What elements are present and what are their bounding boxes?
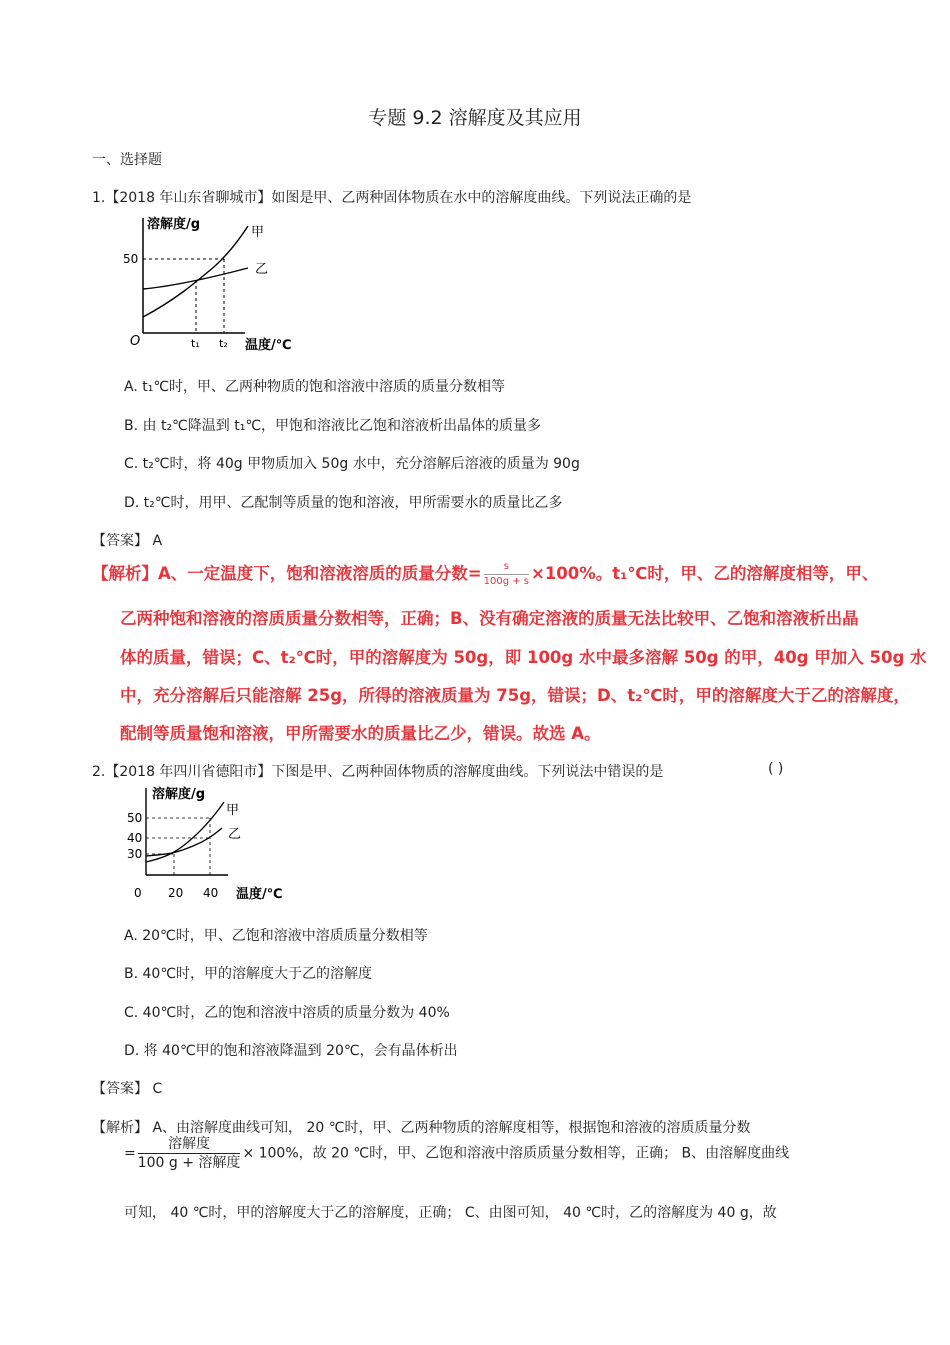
q1-fraction bbox=[484, 560, 529, 589]
q2-analysis-tail: × 100%，故 20 ℃时，甲、乙饱和溶液中溶质质量分数相等，正确； B、由溶解度曲线 bbox=[242, 1145, 790, 1162]
q2-fraction-num: 溶解度 bbox=[138, 1135, 241, 1154]
q2-fraction-den: 100 g + 溶解度 bbox=[137, 1155, 241, 1171]
q1-xlabel: 温度/℃ bbox=[245, 338, 292, 353]
q1-analysis-line3: 体的质量，错误；C、t₂℃时，甲的溶解度为 50g，即 100g 水中最多溶解 50g 的甲，40g 甲加入 50g 水 bbox=[120, 648, 927, 667]
q1-origin: O bbox=[130, 334, 141, 349]
page-title: 专题 9.2 溶解度及其应用 bbox=[368, 107, 582, 129]
q2-curve-yi bbox=[146, 828, 222, 856]
q1-analysis-line2: 乙两种饱和溶液的溶质质量分数相等，正确；B、没有确定溶液的质量无法比较甲、乙饱和溶液析出晶 bbox=[120, 609, 859, 628]
q1-fraction-den: 100g + s bbox=[483, 576, 529, 587]
q2-ylabel: 溶解度/g bbox=[152, 787, 206, 802]
q1-legend-jia: 甲 bbox=[251, 225, 265, 240]
q1-solubility-chart bbox=[115, 208, 315, 358]
q1-legend-yi: 乙 bbox=[255, 262, 269, 277]
q2-analysis-line3: 可知， 40 ℃时，甲的溶解度大于乙的溶解度，正确； C、由图可知， 40 ℃时，乙的溶解度为 40 g，故 bbox=[124, 1205, 777, 1221]
q1-analysis-tail: ×100%。t₁℃时，甲、乙的溶解度相等，甲、 bbox=[531, 564, 879, 583]
q2-legend-yi: 乙 bbox=[228, 827, 242, 842]
q2-option-b: B. 40℃时，甲的溶解度大于乙的溶解度 bbox=[124, 966, 373, 982]
q2-ytick-50: 50 bbox=[127, 811, 143, 825]
q1-curve-yi bbox=[143, 268, 248, 289]
q2-xtick-40: 40 bbox=[203, 886, 219, 900]
q1-xtick-t2: t₂ bbox=[219, 337, 228, 350]
q2-answer: 【答案】 C bbox=[92, 1081, 163, 1097]
q1-ylabel: 溶解度/g bbox=[147, 217, 201, 232]
q2-analysis-equals: = bbox=[124, 1145, 136, 1162]
q2-xtick-20: 20 bbox=[168, 886, 184, 900]
q1-stem: 1.【2018 年山东省聊城市】如图是甲、乙两种固体物质在水中的溶解度曲线。下列说法正确的是 bbox=[92, 190, 692, 206]
q1-fraction-num: s bbox=[484, 560, 529, 575]
q2-solubility-chart bbox=[118, 780, 298, 905]
q1-xtick-t1: t₁ bbox=[191, 337, 200, 350]
q1-analysis-line4: 中，充分溶解后只能溶解 25g，所得的溶液质量为 75g，错误；D、t₂℃时，甲的溶解度大于乙的溶解度， bbox=[120, 686, 910, 705]
q2-answer-bracket: ( ) bbox=[768, 761, 784, 777]
q1-analysis-line1 bbox=[92, 560, 878, 589]
q1-option-d: D. t₂℃时，用甲、乙配制等质量的饱和溶液，甲所需要水的质量比乙多 bbox=[124, 495, 563, 511]
q2-analysis-line2 bbox=[124, 1135, 789, 1172]
q2-ytick-30: 30 bbox=[127, 847, 143, 861]
q1-option-b: B. 由 t₂℃降温到 t₁℃，甲饱和溶液比乙饱和溶液析出晶体的质量多 bbox=[124, 418, 542, 434]
q2-option-a: A. 20℃时，甲、乙饱和溶液中溶质质量分数相等 bbox=[124, 928, 428, 944]
q2-analysis-line1: 【解析】 A、由溶解度曲线可知， 20 ℃时，甲、乙两种物质的溶解度相等，根据饱和溶液的溶质质量分数 bbox=[92, 1120, 751, 1136]
q1-analysis-line5: 配制等质量饱和溶液，甲所需要水的质量比乙少，错误。故选 A。 bbox=[120, 724, 601, 743]
q2-xlabel: 温度/℃ bbox=[236, 887, 283, 902]
q1-answer: 【答案】 A bbox=[92, 533, 163, 549]
q1-analysis-lead: 【解析】A、一定温度下，饱和溶液溶质的质量分数= bbox=[92, 564, 482, 583]
q2-option-c: C. 40℃时，乙的饱和溶液中溶质的质量分数为 40% bbox=[124, 1005, 450, 1021]
q1-ytick-50: 50 bbox=[123, 252, 139, 266]
q2-fraction bbox=[138, 1135, 241, 1172]
q1-option-a: A. t₁℃时，甲、乙两种物质的饱和溶液中溶质的质量分数相等 bbox=[124, 379, 506, 395]
q2-xtick-0: 0 bbox=[134, 886, 142, 900]
q1-option-c: C. t₂℃时，将 40g 甲物质加入 50g 水中，充分溶解后溶液的质量为 90g bbox=[124, 456, 580, 472]
q2-ytick-40: 40 bbox=[127, 831, 143, 845]
section-heading: 一、选择题 bbox=[92, 152, 162, 168]
q2-option-d: D. 将 40℃甲的饱和溶液降温到 20℃，会有晶体析出 bbox=[124, 1043, 458, 1059]
q2-curve-jia bbox=[146, 802, 224, 862]
q2-stem: 2.【2018 年四川省德阳市】下图是甲、乙两种固体物质的溶解度曲线。下列说法中错误的是 bbox=[92, 764, 664, 780]
q2-legend-jia: 甲 bbox=[226, 803, 240, 818]
